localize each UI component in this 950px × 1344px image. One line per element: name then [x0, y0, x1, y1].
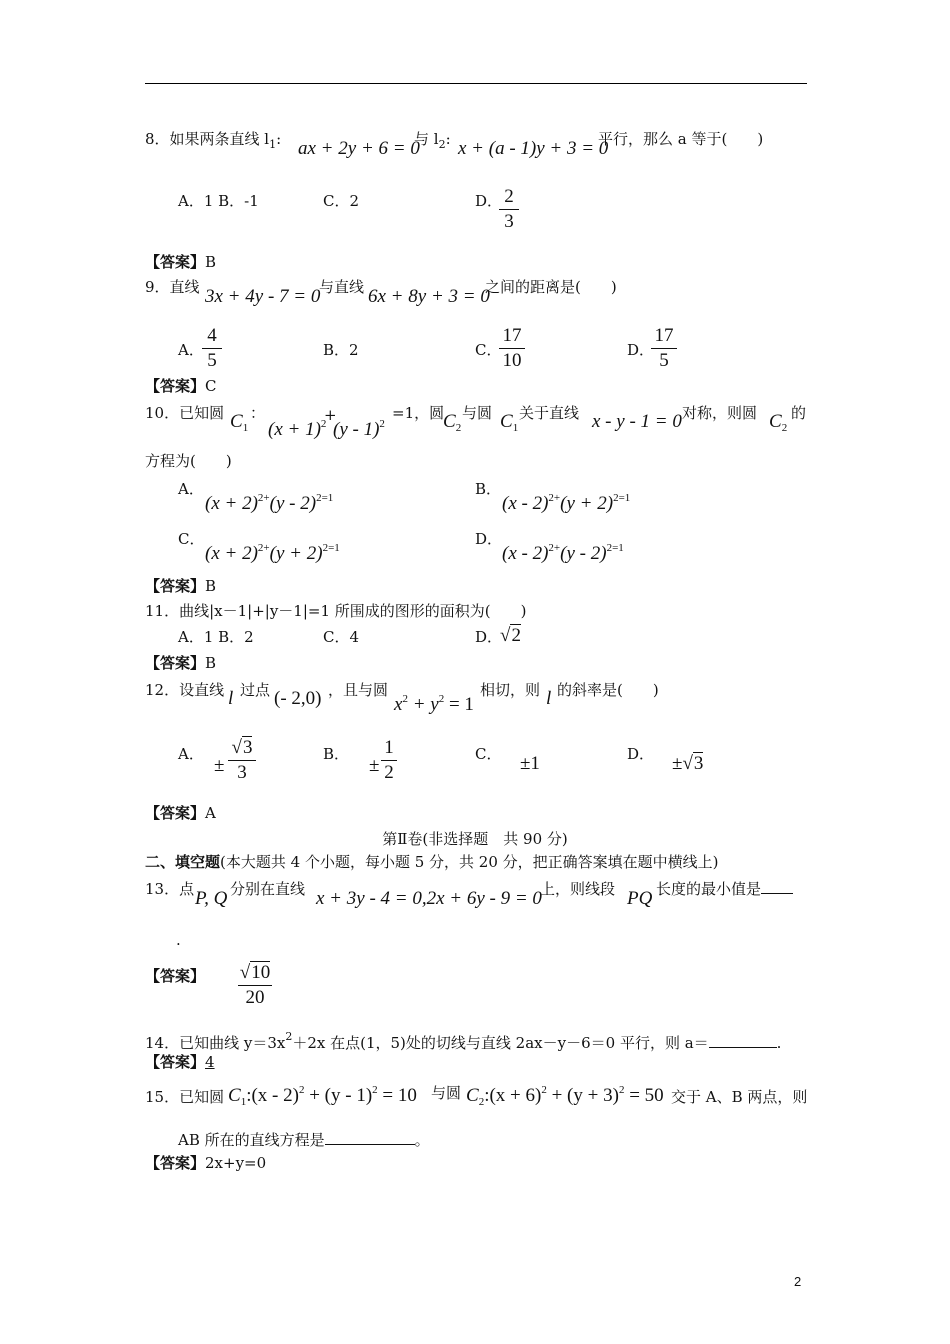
q11-option-ab: A．1 B．2	[178, 628, 254, 646]
q12-option-a-label: A．	[178, 745, 204, 763]
q8-eq1: ax + 2y + 6 = 0	[298, 138, 420, 159]
q10-option-a: $(x + 2)^{2+}(y - 2)^{2=1}$	[205, 492, 334, 514]
q15-suffix: 交于 A、B 两点，则	[671, 1088, 808, 1106]
q10-eq-x: $(x + 1)^2$	[268, 418, 327, 440]
q8-option-c: C．2	[323, 192, 360, 210]
q12-tangent-pre: ，且与圆	[328, 681, 389, 699]
q15-eq1: $C_1:(x - 2)^2 + (y - 1)^2 = 10$	[228, 1084, 417, 1108]
q13-answer-fraction: √10 20	[239, 962, 271, 1008]
q11-option-d-radical: √2	[500, 625, 521, 646]
header-rule	[145, 83, 807, 84]
q9-eq1: 3x + 4y - 7 = 0	[205, 286, 321, 307]
q14-answer: 【答案】4	[145, 1053, 215, 1071]
q9-option-a-fraction: 4 5	[202, 325, 222, 372]
q12-prefix: 12．设直线	[145, 681, 225, 699]
q12-option-b-fraction: 1 2	[381, 737, 397, 784]
q12-option-a-fraction: √3 3	[228, 737, 256, 784]
q9-answer: 【答案】C	[145, 377, 217, 395]
q12-option-d: ±√3	[672, 753, 704, 774]
q10-of: 的	[791, 404, 807, 422]
q12-slope: 的斜率是( )	[557, 681, 659, 699]
q11-option-c: C．4	[323, 628, 360, 646]
part2-title: 第Ⅱ卷(非选择题 共 90 分)	[382, 830, 568, 848]
q15-answer: 【答案】2x+y=0	[145, 1154, 267, 1172]
q12-l: l	[228, 688, 234, 709]
q11-option-d-label: D．	[475, 628, 503, 646]
q10-option-d: (x - 2)$^{2+}$(y - 2)$^{2=1}$	[502, 542, 624, 564]
q12-option-d-label: D．	[627, 745, 655, 763]
q13-pq: P, Q	[195, 888, 228, 909]
q12-option-c: ±1	[520, 753, 540, 774]
q13-seg: PQ	[627, 888, 653, 909]
q9-option-d-label: D．	[627, 341, 655, 359]
q8-option-ab: A．1 B．-1	[178, 192, 259, 210]
q13-dot: .	[176, 931, 181, 949]
q13-end: 长度的最小值是	[656, 879, 793, 899]
q9-suffix: 之间的距离是( )	[485, 278, 617, 296]
q8-answer: 【答案】B	[145, 253, 217, 271]
q10-option-b: $(x - 2)^{2+}(y + 2)^{2=1}$	[502, 492, 631, 514]
q12-option-b-label: B．	[323, 745, 350, 763]
q8-prefix: 8．如果两条直线 $l_1$:	[145, 130, 282, 151]
page-number: 2	[794, 1274, 802, 1289]
q15-with: 与圆	[431, 1084, 462, 1102]
q10-line2: 方程为( )	[145, 452, 232, 470]
q10-answer: 【答案】B	[145, 577, 217, 595]
q13-eq: x + 3y - 4 = 0,2x + 6y - 9 = 0	[316, 888, 542, 909]
q10-option-c-label: C．	[178, 530, 205, 548]
q10-about: 关于直线	[519, 404, 580, 422]
q15-line2: AB 所在的直线方程是 。	[178, 1131, 430, 1149]
q12-option-b-pm: ±	[369, 755, 380, 776]
q10-option-d-label: D．	[475, 530, 503, 548]
q12-circle: $x^2 + y^2 = 1$	[394, 693, 474, 715]
q13-answer-label: 【答案】	[145, 967, 206, 985]
q12-answer: 【答案】A	[145, 804, 216, 822]
q12-l-second: l	[546, 688, 552, 709]
q10-line: x - y - 1 = 0	[592, 411, 682, 432]
q10-c1-second: $C_1$	[500, 411, 519, 434]
q10-option-b-label: B．	[475, 480, 502, 498]
q12-through: 过点	[240, 681, 271, 699]
q10-colon: ：	[250, 404, 266, 422]
q10-eq-end: =1，圆	[392, 404, 445, 422]
q8-eq2: x + (a - 1)y + 3 = 0	[458, 138, 609, 159]
q10-sym: 对称，则圆	[682, 404, 758, 422]
q10-option-a-label: A．	[178, 480, 204, 498]
q10-eq-plus: +	[324, 406, 337, 424]
q9-option-d-fraction: 17 5	[651, 325, 677, 372]
q8-mid: 与 $l_2$:	[414, 130, 451, 151]
q13-mid: 分别在直线	[230, 880, 306, 898]
q12-point: (- 2,0)	[274, 688, 322, 709]
q9-eq2: 6x + 8y + 3 = 0	[368, 286, 490, 307]
q10-eq-y: (y - 1)$^2$	[333, 418, 385, 440]
q13-prefix: 13．点	[145, 880, 195, 898]
q12-tangent-post: 相切，则	[480, 681, 541, 699]
q9-prefix: 9．直线	[145, 278, 200, 296]
q10-c2: $C_2$	[443, 411, 462, 434]
q14-text: 14．已知曲线 $y=3x^2+2x$ 在点(1，5)处的切线与直线 2ax－y－6＝0 平行，则 a＝ .	[145, 1030, 782, 1052]
q9-option-c-fraction: 17 10	[499, 325, 525, 372]
q10-c2-second: $C_2$	[769, 411, 788, 434]
q13-suffix: 上，则线段	[540, 880, 616, 898]
q11-answer: 【答案】B	[145, 654, 217, 672]
q9-option-c-label: C．	[475, 341, 502, 359]
q12-option-a-pm: ±	[214, 755, 225, 776]
q8-suffix: 平行，那么 a 等于( )	[598, 130, 764, 148]
q8-option-d-label: D．	[475, 192, 503, 210]
q8-option-d-fraction: 2 3	[499, 186, 519, 233]
q9-option-a-label: A．	[178, 341, 204, 359]
q15-eq2: $C_2:(x + 6)^2 + (y + 3)^2 = 50$	[466, 1084, 664, 1108]
q10-option-c: $(x + 2)^{2+}(y + 2)^{2=1}$	[205, 542, 340, 564]
q10-with: 与圆	[462, 404, 493, 422]
q9-option-b: B．2	[323, 341, 359, 359]
q12-option-c-label: C．	[475, 745, 502, 763]
q9-mid: 与直线	[319, 278, 365, 296]
q15-prefix: 15．已知圆	[145, 1088, 225, 1106]
q11-text: 11．曲线|x－1|+|y－1|=1 所围成的图形的面积为( )	[145, 602, 527, 620]
q10-prefix: 10．已知圆	[145, 404, 225, 422]
q10-c1: $C_1$	[230, 411, 249, 434]
section-heading: 二、填空题(本大题共 4 个小题，每小题 5 分，共 20 分，把正确答案填在题中横线上)	[145, 853, 719, 871]
